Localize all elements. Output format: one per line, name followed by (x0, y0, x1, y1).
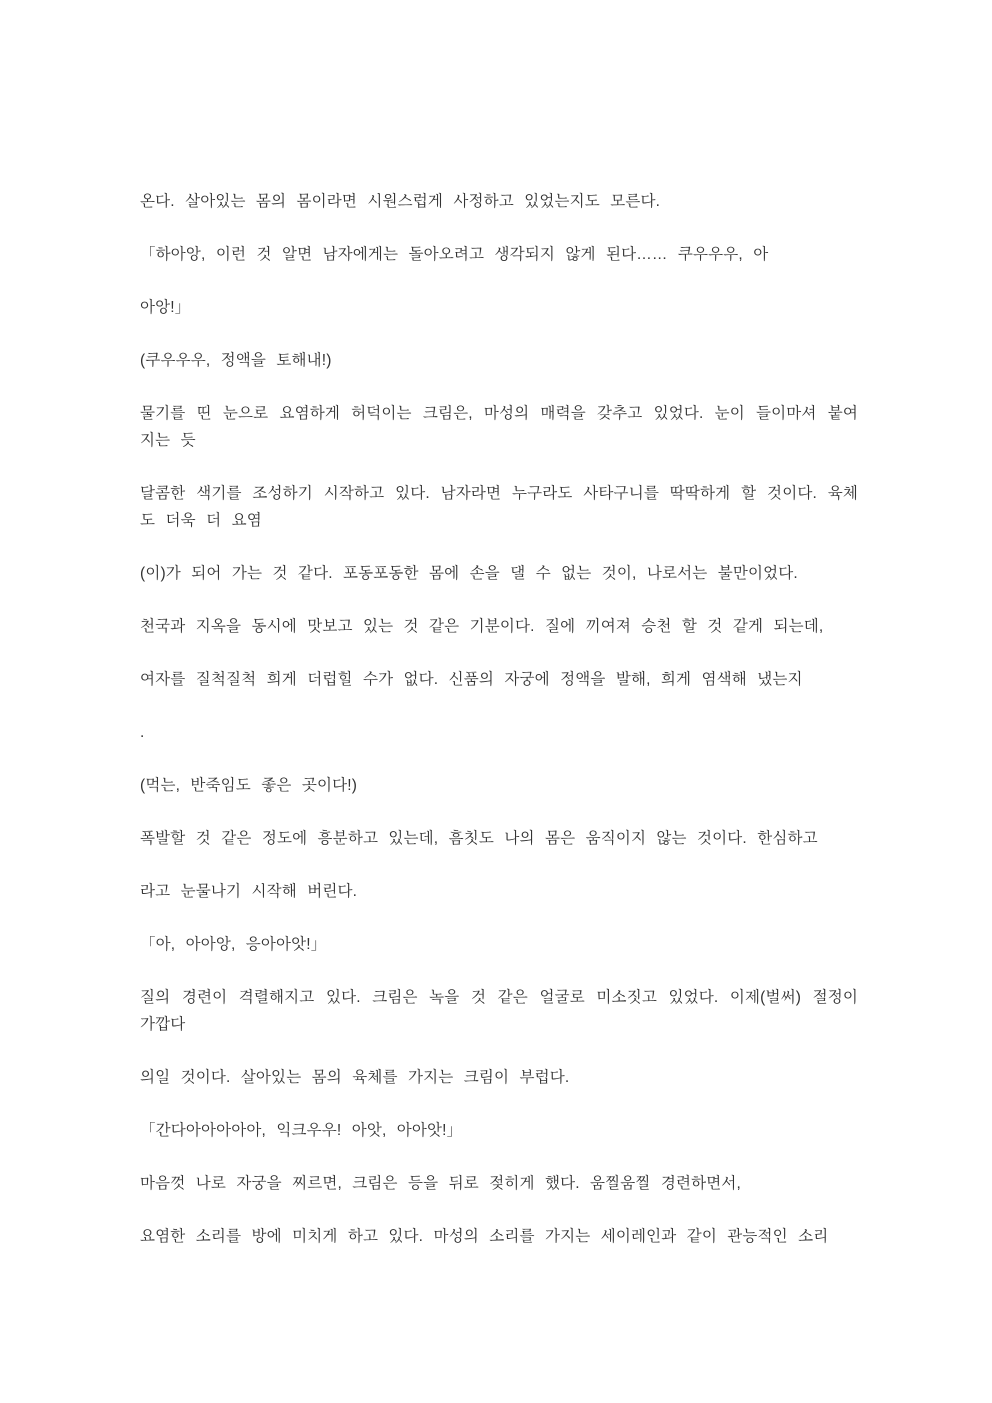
paragraph-11: (먹는, 반죽임도 좋은 곳이다!) (140, 777, 358, 794)
paragraph-16: 의일 것이다. 살아있는 몸의 육체를 가지는 크림이 부럽다. (140, 1069, 570, 1086)
paragraph-10: . (140, 724, 145, 741)
paragraph-8: 천국과 지옥을 동시에 맛보고 있는 것 같은 기분이다. 질에 끼여져 승천 할 것 같게 되는데, (140, 618, 824, 635)
paragraph-15: 질의 경련이 격렬해지고 있다. 크림은 녹을 것 같은 얼굴로 미소짓고 있었다. 이제(벌써) 절정이 가깝다 (140, 989, 858, 1033)
paragraph-7: (이)가 되어 가는 것 같다. 포동포동한 몸에 손을 댈 수 없는 것이, 나로서는 불만이었다. (140, 565, 798, 582)
paragraph-19: 요염한 소리를 방에 미치게 하고 있다. 마성의 소리를 가지는 세이레인과 같이 관능적인 소리 (140, 1228, 829, 1245)
paragraph-5: 물기를 띤 눈으로 요염하게 허덕이는 크림은, 마성의 매력을 갖추고 있었다. 눈이 들이마셔 붙여지는 듯 (140, 405, 858, 449)
paragraph-6: 달콤한 색기를 조성하기 시작하고 있다. 남자라면 누구라도 사타구니를 딱딱하게 할 것이다. 육체도 더욱 더 요염 (140, 485, 858, 529)
paragraph-12: 폭발할 것 같은 정도에 흥분하고 있는데, 흠칫도 나의 몸은 움직이지 않는 것이다. 한심하고 (140, 830, 818, 847)
paragraph-2: 「하아앙, 이런 것 알면 남자에게는 돌아오려고 생각되지 않게 된다…… 쿠우우우, 아 (140, 246, 769, 263)
paragraph-14: 「아, 아아앙, 응아아앗!」 (140, 936, 327, 953)
paragraph-13: 라고 눈물나기 시작해 버린다. (140, 883, 358, 900)
paragraph-3: 아앙!」 (140, 299, 191, 316)
paragraph-1: 온다. 살아있는 몸의 몸이라면 시원스럽게 사정하고 있었는지도 모른다. (140, 193, 661, 210)
paragraph-4: (쿠우우우, 정액을 토해내!) (140, 352, 332, 369)
paragraph-17: 「간다아아아아아, 익크우우! 아앗, 아아앗!」 (140, 1122, 463, 1139)
paragraph-9: 여자를 질척질척 희게 더럽힐 수가 없다. 신품의 자궁에 정액을 발해, 희게 염색해 냈는지 (140, 671, 803, 688)
paragraph-18: 마음껏 나로 자궁을 찌르면, 크림은 등을 뒤로 젖히게 했다. 움찔움찔 경련하면서, (140, 1175, 741, 1192)
